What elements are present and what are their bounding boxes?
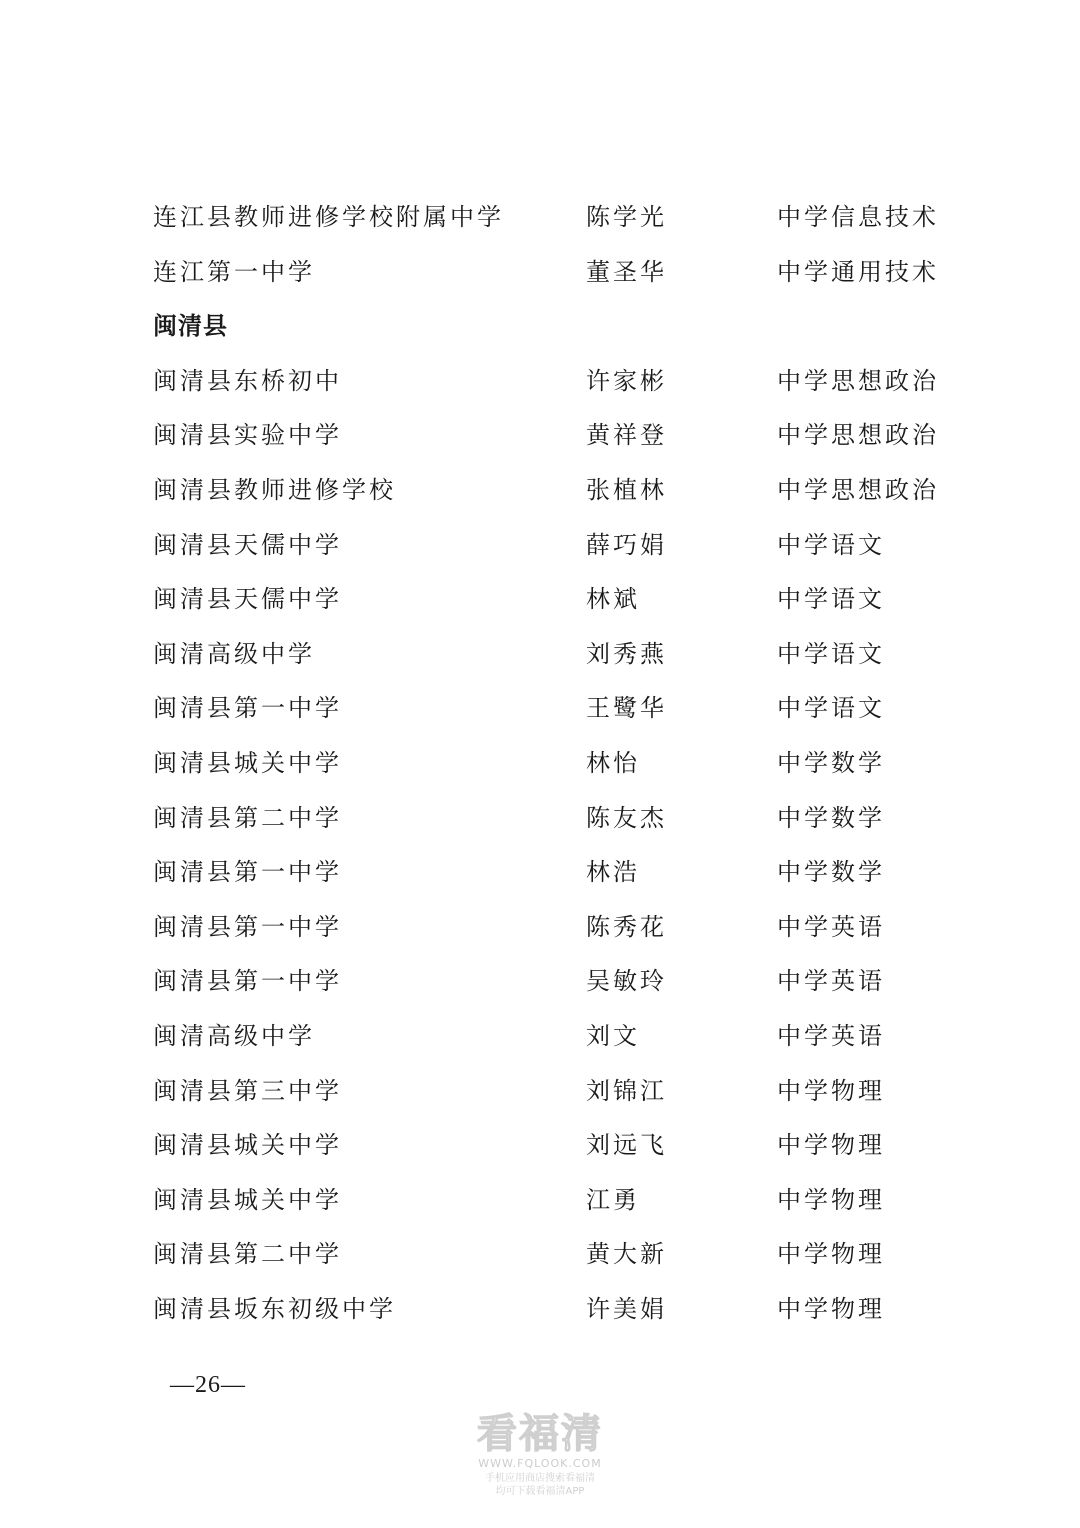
school-cell: 闽清县第一中学 — [153, 967, 342, 996]
teacher-name-cell: 陈秀花 — [586, 912, 667, 941]
subject-cell: 中学语文 — [777, 694, 885, 723]
teacher-name-cell: 林浩 — [586, 858, 640, 887]
school-cell: 闽清县城关中学 — [153, 1185, 342, 1214]
watermark-logo: 看福清 — [477, 1411, 603, 1457]
teacher-name-cell: 许家彬 — [586, 366, 667, 395]
school-cell: 闽清县城关中学 — [153, 748, 342, 777]
teacher-name-cell: 林斌 — [586, 585, 640, 614]
school-cell: 闽清高级中学 — [153, 1021, 315, 1050]
school-cell: 闽清县第二中学 — [153, 1240, 342, 1269]
school-cell: 闽清县城关中学 — [153, 1131, 342, 1160]
table-row — [153, 463, 953, 518]
subject-cell: 中学思想政治 — [777, 475, 939, 504]
section-heading: 闽清县 — [153, 312, 228, 341]
table-row — [153, 736, 953, 791]
school-cell: 闽清县第二中学 — [153, 803, 342, 832]
teacher-name-cell: 薛巧娟 — [586, 530, 667, 559]
school-cell: 闽清县天儒中学 — [153, 530, 342, 559]
watermark-line-1: 手机应用商店搜索看福清 — [485, 1473, 595, 1484]
subject-cell: 中学数学 — [777, 748, 885, 777]
subject-cell: 中学通用技术 — [777, 257, 939, 286]
teacher-name-cell: 张植林 — [586, 475, 667, 504]
school-cell: 闽清县实验中学 — [153, 421, 342, 450]
school-cell: 连江县教师进修学校附属中学 — [153, 203, 504, 231]
subject-cell: 中学物理 — [777, 1240, 885, 1269]
table-row — [153, 572, 953, 627]
table-row — [153, 1009, 953, 1064]
teacher-name-cell: 林怡 — [586, 748, 640, 777]
subject-cell: 中学语文 — [777, 585, 885, 614]
watermark-url: WWW.FQLOOK.COM — [478, 1457, 602, 1470]
table-row — [153, 791, 953, 846]
subject-cell: 中学数学 — [777, 803, 885, 832]
teacher-name-cell: 许美娟 — [586, 1294, 667, 1323]
school-cell: 闽清县第一中学 — [153, 694, 342, 723]
subject-cell: 中学思想政治 — [777, 421, 939, 450]
table-row — [153, 1173, 953, 1228]
subject-cell: 中学物理 — [777, 1294, 885, 1323]
subject-cell: 中学英语 — [777, 1021, 885, 1050]
teacher-name-cell: 王鹭华 — [586, 694, 667, 723]
school-cell: 闽清县第一中学 — [153, 858, 342, 887]
school-cell: 闽清县第三中学 — [153, 1076, 342, 1105]
table-row — [153, 1227, 953, 1282]
subject-cell: 中学英语 — [777, 912, 885, 941]
subject-cell: 中学英语 — [777, 967, 885, 996]
teacher-name-cell: 陈友杰 — [586, 803, 667, 832]
table-row — [153, 1064, 953, 1119]
teacher-name-cell: 陈学光 — [586, 203, 667, 231]
table-row — [153, 190, 953, 245]
table-row — [153, 1118, 953, 1173]
watermark — [440, 1412, 640, 1498]
table-row — [153, 245, 953, 300]
subject-cell: 中学信息技术 — [777, 203, 939, 231]
teacher-name-cell: 刘文 — [586, 1021, 640, 1050]
subject-cell: 中学思想政治 — [777, 366, 939, 395]
subject-cell: 中学物理 — [777, 1131, 885, 1160]
page-number: —26— — [170, 1372, 246, 1398]
school-cell: 闽清县天儒中学 — [153, 585, 342, 614]
teacher-name-cell: 董圣华 — [586, 257, 667, 286]
table-row — [153, 954, 953, 1009]
table-row — [153, 1282, 953, 1337]
roster-list — [153, 190, 953, 1336]
subject-cell: 中学数学 — [777, 858, 885, 887]
school-cell: 闽清县东桥初中 — [153, 366, 342, 395]
school-cell: 闽清县第一中学 — [153, 912, 342, 941]
teacher-name-cell: 吴敏玲 — [586, 967, 667, 996]
watermark-line-2: 均可下载看福清APP — [495, 1486, 585, 1497]
teacher-name-cell: 刘秀燕 — [586, 639, 667, 668]
subject-cell: 中学物理 — [777, 1076, 885, 1105]
table-row — [153, 627, 953, 682]
subject-cell: 中学语文 — [777, 639, 885, 668]
table-row — [153, 900, 953, 955]
table-row — [153, 845, 953, 900]
school-cell: 闽清县教师进修学校 — [153, 475, 396, 504]
school-cell: 连江第一中学 — [153, 257, 315, 286]
teacher-name-cell: 刘远飞 — [586, 1131, 667, 1160]
teacher-name-cell: 黄大新 — [586, 1240, 667, 1269]
teacher-name-cell: 刘锦江 — [586, 1076, 667, 1105]
school-cell: 闽清高级中学 — [153, 639, 315, 668]
subject-cell: 中学语文 — [777, 530, 885, 559]
table-row — [153, 518, 953, 573]
table-row — [153, 408, 953, 463]
table-row — [153, 354, 953, 409]
table-row — [153, 681, 953, 736]
teacher-name-cell: 黄祥登 — [586, 421, 667, 450]
teacher-name-cell: 江勇 — [586, 1185, 640, 1214]
subject-cell: 中学物理 — [777, 1185, 885, 1214]
school-cell: 闽清县坂东初级中学 — [153, 1294, 396, 1323]
